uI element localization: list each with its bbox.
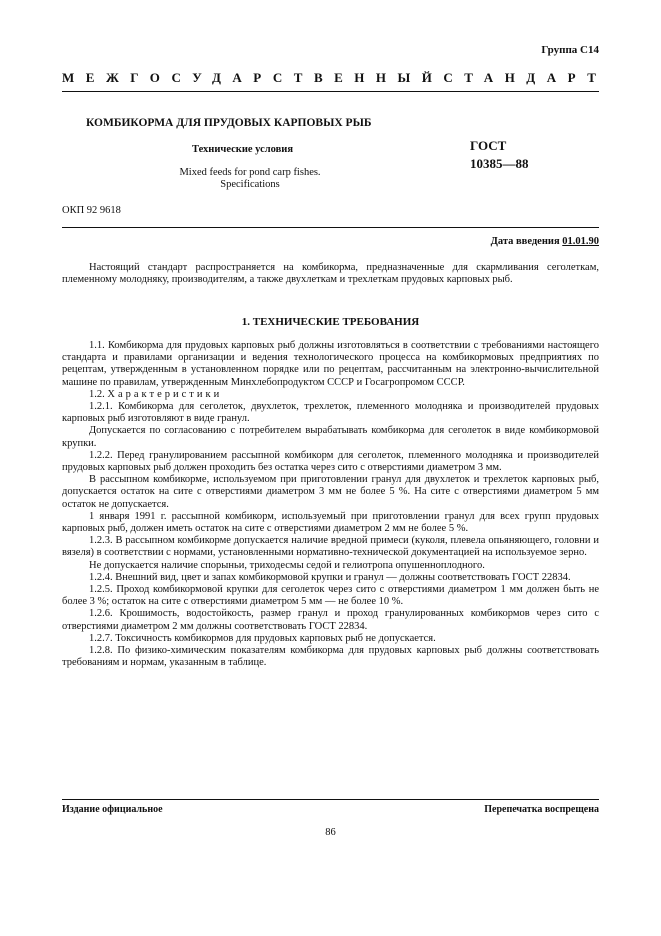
okp-code: ОКП 92 9618 [62, 205, 121, 216]
paragraph-1-2-2: 1.2.2. Перед гранулированием рассыпной комбикорм для сеголеток, племенного молодняка и производителей прудовых карповых рыб должен проходить без остатка через сито с отверстиями диаметром 3 мм. [62, 449, 599, 474]
banner-word-standard: СТАНДАРТ [443, 70, 608, 85]
paragraph-1-2-1-note: Допускается по согласованию с потребителем вырабатывать комбикорма для сеголеток в виде комбикормовой крупки. [62, 425, 599, 449]
english-title-line1: Mixed feeds for pond carp fishes. [179, 167, 321, 178]
footer-rule [62, 799, 599, 800]
paragraph-1-2-4: 1.2.4. Внешний вид, цвет и запах комбикормовой крупки и гранул — должны соответствовать ГОСТ 22834. [89, 571, 571, 583]
document-subtitle: Технические условия [192, 144, 294, 155]
english-title [130, 167, 370, 191]
header-rule [62, 227, 599, 228]
banner-word-interstate: МЕЖГОСУДАРСТВЕННЫЙ [62, 70, 444, 85]
section-body [62, 340, 599, 669]
intro-text: Настоящий стандарт распространяется на комбикорма, предназначенные для скармливания сеголеткам, племенному молодняку, производителям, а также двухлеткам и трехлеткам прудовых карповых рыб. [62, 262, 599, 286]
paragraph-1-2-5: 1.2.5. Проход комбикормовой крупки для сеголеток через сито с отверстиями диаметром 1 мм должен быть не более 3 %; остаток на сите с отверстиями диаметром 5 мм — не более 10 %. [62, 584, 599, 608]
section-heading: 1. ТЕХНИЧЕСКИЕ ТРЕБОВАНИЯ [241, 316, 420, 328]
intro-paragraph [62, 262, 599, 286]
english-title-line2: Specifications [220, 179, 280, 190]
paragraph-1-2 [62, 389, 599, 401]
reprint-prohibited-note: Перепечатка воспрещена [484, 804, 599, 815]
banner-rule [62, 91, 599, 92]
gost-label: ГОСТ [470, 138, 507, 153]
paragraph-1-2-heading: Характеристики [107, 388, 223, 400]
paragraph-1-1: 1.1. Комбикорма для прудовых карповых рыб должны изготовляться в соответствии с требованиями настоящего стандарта и правилами организации и ведения технологического процесса на комбикормовых предприятиях по рецептам, утвержденным в установленном порядке или по рецептам, рассчитанным на электронно-вычислительной машине по правилам, утвержденным Минхлебопродуктом СССР и Госагропромом СССР. [62, 340, 599, 388]
official-edition-note: Издание официальное [62, 804, 163, 815]
group-code: Группа С14 [541, 44, 599, 56]
document-title: КОМБИКОРМА ДЛЯ ПРУДОВЫХ КАРПОВЫХ РЫБ [86, 117, 372, 129]
effective-date-value: 01.01.90 [562, 236, 599, 247]
paragraph-1-2-number: 1.2. [89, 388, 105, 400]
paragraph-1-2-3-b: Не допускается наличие спорыньи, триходесмы седой и гелиотропа опушенноплодного. [89, 559, 485, 571]
paragraph-1-2-2-c: 1 января 1991 г. рассыпной комбикорм, используемый при приготовлении гранул для всех групп прудовых карповых рыб, должен иметь остаток на сите с отверстиями диаметром 2 мм не более 5 %. [62, 510, 599, 535]
paragraph-1-2-3: 1.2.3. В рассыпном комбикорме допускается наличие вредной примеси (куколя, плевела опьяняющего, головни и вязеля) в соответствии с нормами, установленными нормативно-технической документацией на используемое зерно. [62, 535, 599, 559]
paragraph-1-2-1: 1.2.1. Комбикорма для сеголеток, двухлеток, трехлеток, племенного молодняка и производителей прудовых карповых рыб изготовляют в виде гранул. [62, 401, 599, 425]
paragraph-1-2-6: 1.2.6. Крошимость, водостойкость, размер гранул и проход гранулированных комбикормов через сито с отверстиями диаметром 2 мм должны соответствовать ГОСТ 22834. [62, 608, 599, 632]
paragraph-1-2-8: 1.2.8. По физико-химическим показателям комбикорма для прудовых карповых рыб должны соответствовать требованиям и нормам, указанным в таблице. [62, 645, 599, 669]
paragraph-1-2-2-b: В рассыпном комбикорме, используемом при приготовлении гранул для двухлеток и трехлеток карповых рыб, допускается остаток на сите с отверстиями диаметром 3 мм не более 5 %. На сите с отверстиями диаметром 5 мм остаток не допускается. [62, 474, 599, 510]
page-number: 86 [325, 827, 336, 838]
effective-date [491, 236, 599, 247]
gost-number: 10385—88 [470, 156, 529, 171]
effective-date-label: Дата введения [490, 236, 560, 247]
standard-banner [62, 70, 608, 86]
gost-designation [470, 137, 529, 173]
paragraph-1-2-7: 1.2.7. Токсичность комбикормов для прудовых карповых рыб не допускается. [89, 632, 436, 644]
